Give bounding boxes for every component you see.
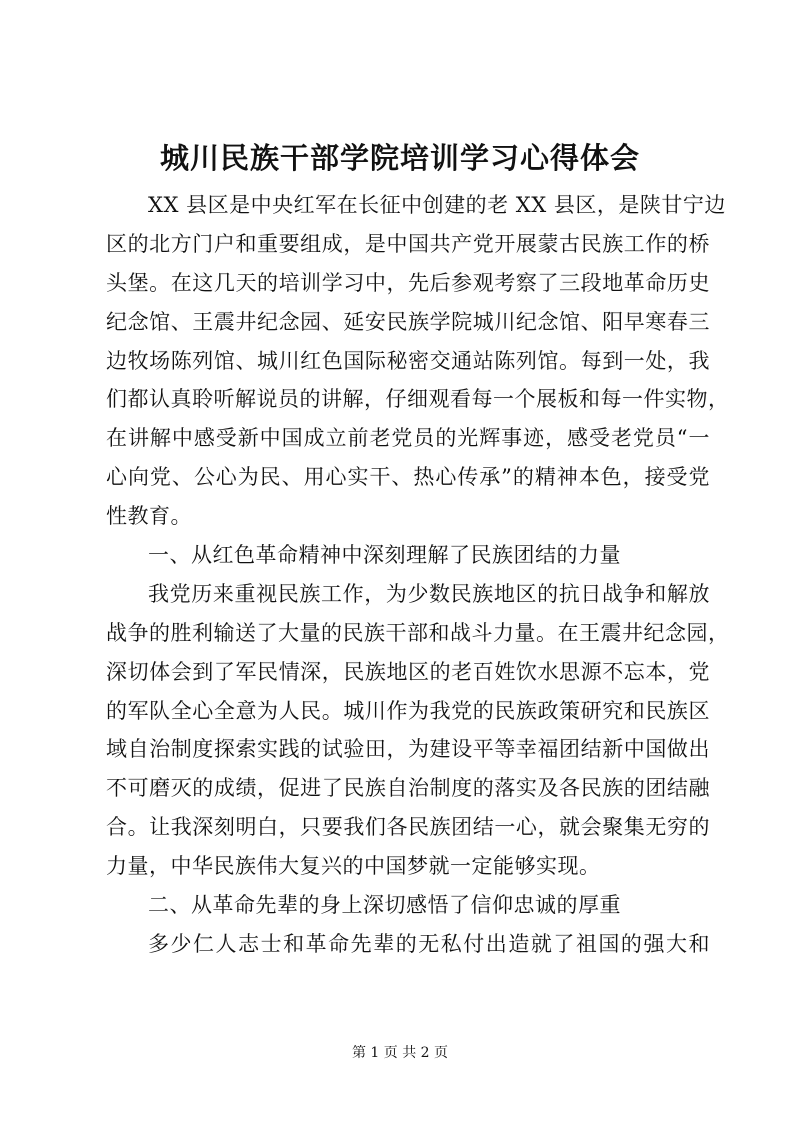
text-line: 我党历来重视民族工作，为少数民族地区的抗日战争和解放 [148,581,710,606]
text-line: 的军队全心全意为人民。城川作为我党的民族政策研究和民族区 [106,698,710,723]
text-line: 性教育。 [106,504,192,529]
text-line: 深切体会到了军民情深，民族地区的老百姓饮水思源不忘本，党 [106,659,710,684]
section-heading: 一、从红色革命精神中深刻理解了民族团结的力量 [148,543,621,568]
section-heading: 二、从革命先辈的身上深切感悟了信仰忠诚的厚重 [148,893,621,918]
document-title: 城川民族干部学院培训学习心得体会 [159,141,640,175]
text-line: XX 县区是中央红军在长征中创建的老 XX 县区，是陕甘宁边 [148,193,726,217]
text-line: 边牧场陈列馆、城川红色国际秘密交通站陈列馆。每到一处，我 [106,348,710,373]
text-line: 多少仁人志士和革命先辈的无私付出造就了祖国的强大和 [148,931,710,956]
text-line: 战争的胜利输送了大量的民族干部和战斗力量。在王震井纪念园， [106,620,730,645]
document-body [106,186,730,964]
text-line: 在讲解中感受新中国成立前老党员的光辉事迹，感受老党员“一 [106,426,710,451]
text-line: 不可磨灭的成绩，促进了民族自治制度的落实及各民族的团结融 [106,776,710,801]
text-line: 们都认真聆听解说员的讲解，仔细观看每一个展板和每一件实物， [106,387,730,412]
text-line: 头堡。在这几天的培训学习中，先后参观考察了三段地革命历史 [106,270,710,295]
text-line: 心向党、公心为民、用心实干、热心传承”的精神本色，接受党 [106,465,710,490]
text-line: 域自治制度探索实践的试验田，为建设平等幸福团结新中国做出 [106,737,710,762]
text-line: 力量，中华民族伟大复兴的中国梦就一定能够实现。 [106,854,601,879]
page-footer: 第 1 页 共 2 页 [351,1045,449,1061]
text-line: 纪念馆、王震井纪念园、延安民族学院城川纪念馆、阳早寒春三 [106,309,710,334]
text-line: 区的北方门户和重要组成，是中国共产党开展蒙古民族工作的桥 [106,231,710,256]
text-line: 合。让我深刻明白，只要我们各民族团结一心，就会聚集无穷的 [106,815,710,840]
